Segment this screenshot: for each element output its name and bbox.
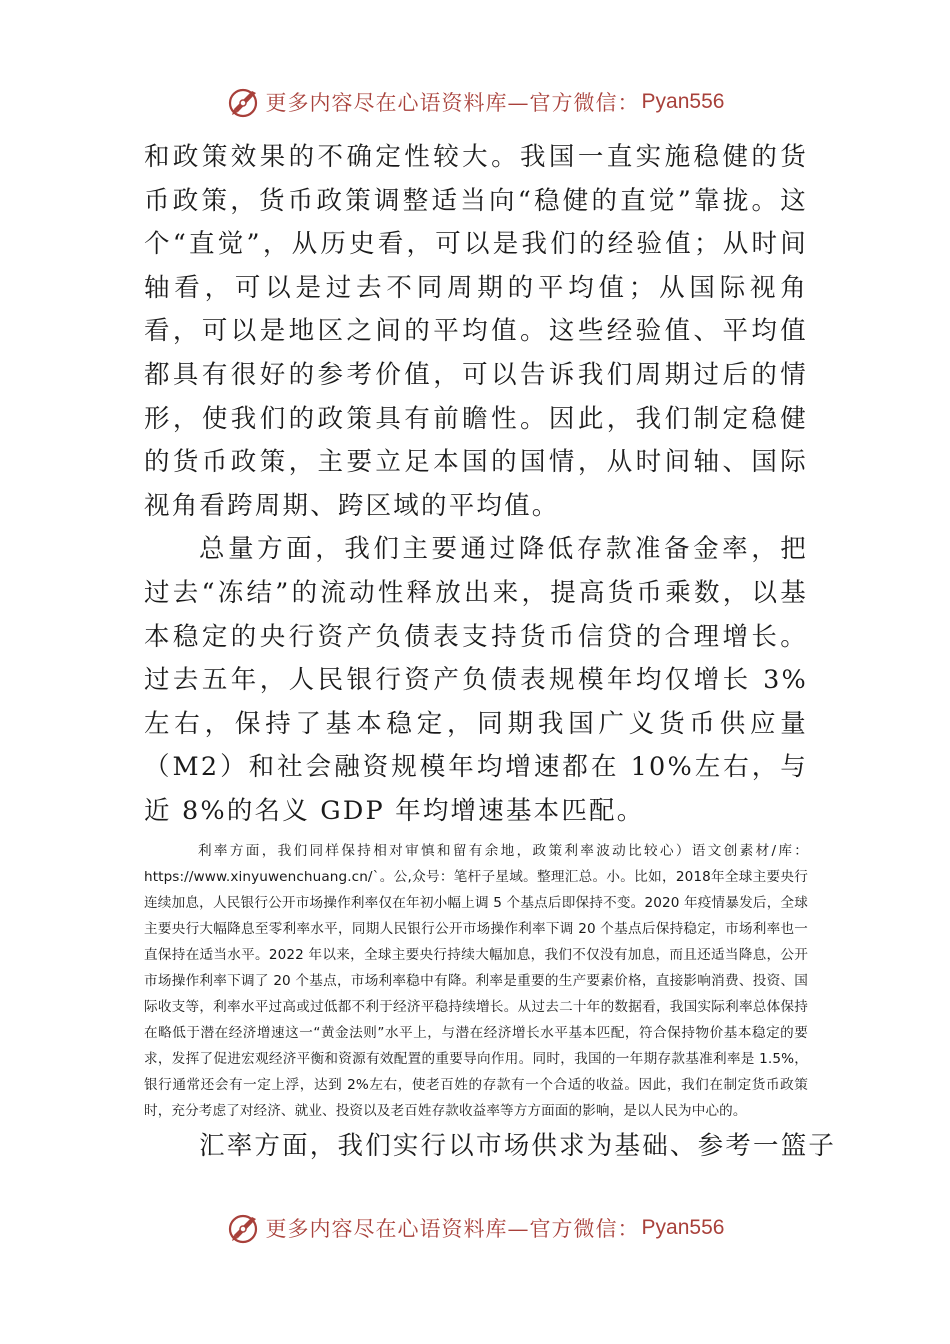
paragraph-2: 总量方面，我们主要通过降低存款准备金率，把过去“冻结”的流动性释放出来，提高货币乘数，以基本稳定的央行资产负债表支持货币信贷的合理增长。过去五年，人民银行资产负债表规模年均仅增长 3%左右，保持了基本稳定，同期我国广义货币供应量（M2）和社会融资规模年均增速都在 10%左右，与近 8%的名义 GDP 年均增速基本匹配。 (144, 534, 808, 826)
banner-wechat-id: Pyan556 (641, 90, 725, 113)
paragraph-1: 和政策效果的不确定性较大。我国一直实施稳健的货币政策，货币政策调整适当向“稳健的直觉”靠拢。这个“直觉”，从历史看，可以是我们的经验值；从时间轴看，可以是过去不同周期的平均值；从国际视角看，可以是地区之间的平均值。这些经验值、平均值都具有很好的参考价值，可以告诉我们周期过后的情形，使我们的政策具有前瞻性。因此，我们制定稳健的货币政策，主要立足本国的国情，从时间轴、国际视角看跨周期、跨区域的平均值。 (144, 142, 808, 521)
footer-wechat-id: Pyan556 (641, 1216, 725, 1239)
paragraph-4: 汇率方面，我们实行以市场供求为基础、参考一篮子 (199, 1130, 837, 1161)
footer-banner (0, 1206, 950, 1250)
banner-text: 更多内容尽在心语资料库—官方微信： (265, 91, 640, 115)
document-body (144, 136, 837, 1168)
pen-circle-logo-icon (226, 1210, 262, 1246)
paragraph-3: 利率方面，我们同样保持相对审慎和留有余地，政策利率波动比较心）语文创素材/库：https://www.xinyuwenchuang.cn/`。公,众号：笔杆子星域。整理汇总。小。比如，2018年全球主要央行连续加息，人民银行公开市场操作利率仅在年初小幅上调 5 个基点后即保持不变。2020 年疫情暴发后，全球主要央行大幅降息至零利率水平，同期人民银行公开市场操作利率下调 20 个基点后保持稳定，市场利率也一直保持在适当水平。2022 年以来，全球主要央行持续大幅加息，我们不仅没有加息，而且还适当降息，公开市场操作利率下调了 20 个基点，市场利率稳中有降。利率是重要的生产要素价格，直接影响消费、投资、国际收支等，利率水平过高或过低都不利于经济平稳持续增长。从过去二十年的数据看，我国实际利率总体保持在略低于潜在经济增速这一“黄金法则”水平上，与潜在经济增长水平基本匹配，符合保持物价基本稳定的要求，发挥了促进宏观经济平衡和资源有效配置的重要导向作用。同时，我国的一年期存款基准利率是 1.5%，银行通常还会有一定上浮，达到 2%左右，使老百姓的存款有一个合适的收益。因此，我们在制定货币政策时，充分考虑了对经济、就业、投资以及老百姓存款收益率等方方面面的影响，是以人民为中心的。 (144, 842, 808, 1120)
header-banner (0, 80, 950, 124)
pen-circle-logo-icon (226, 84, 262, 120)
footer-banner-text: 更多内容尽在心语资料库—官方微信： (265, 1217, 640, 1241)
